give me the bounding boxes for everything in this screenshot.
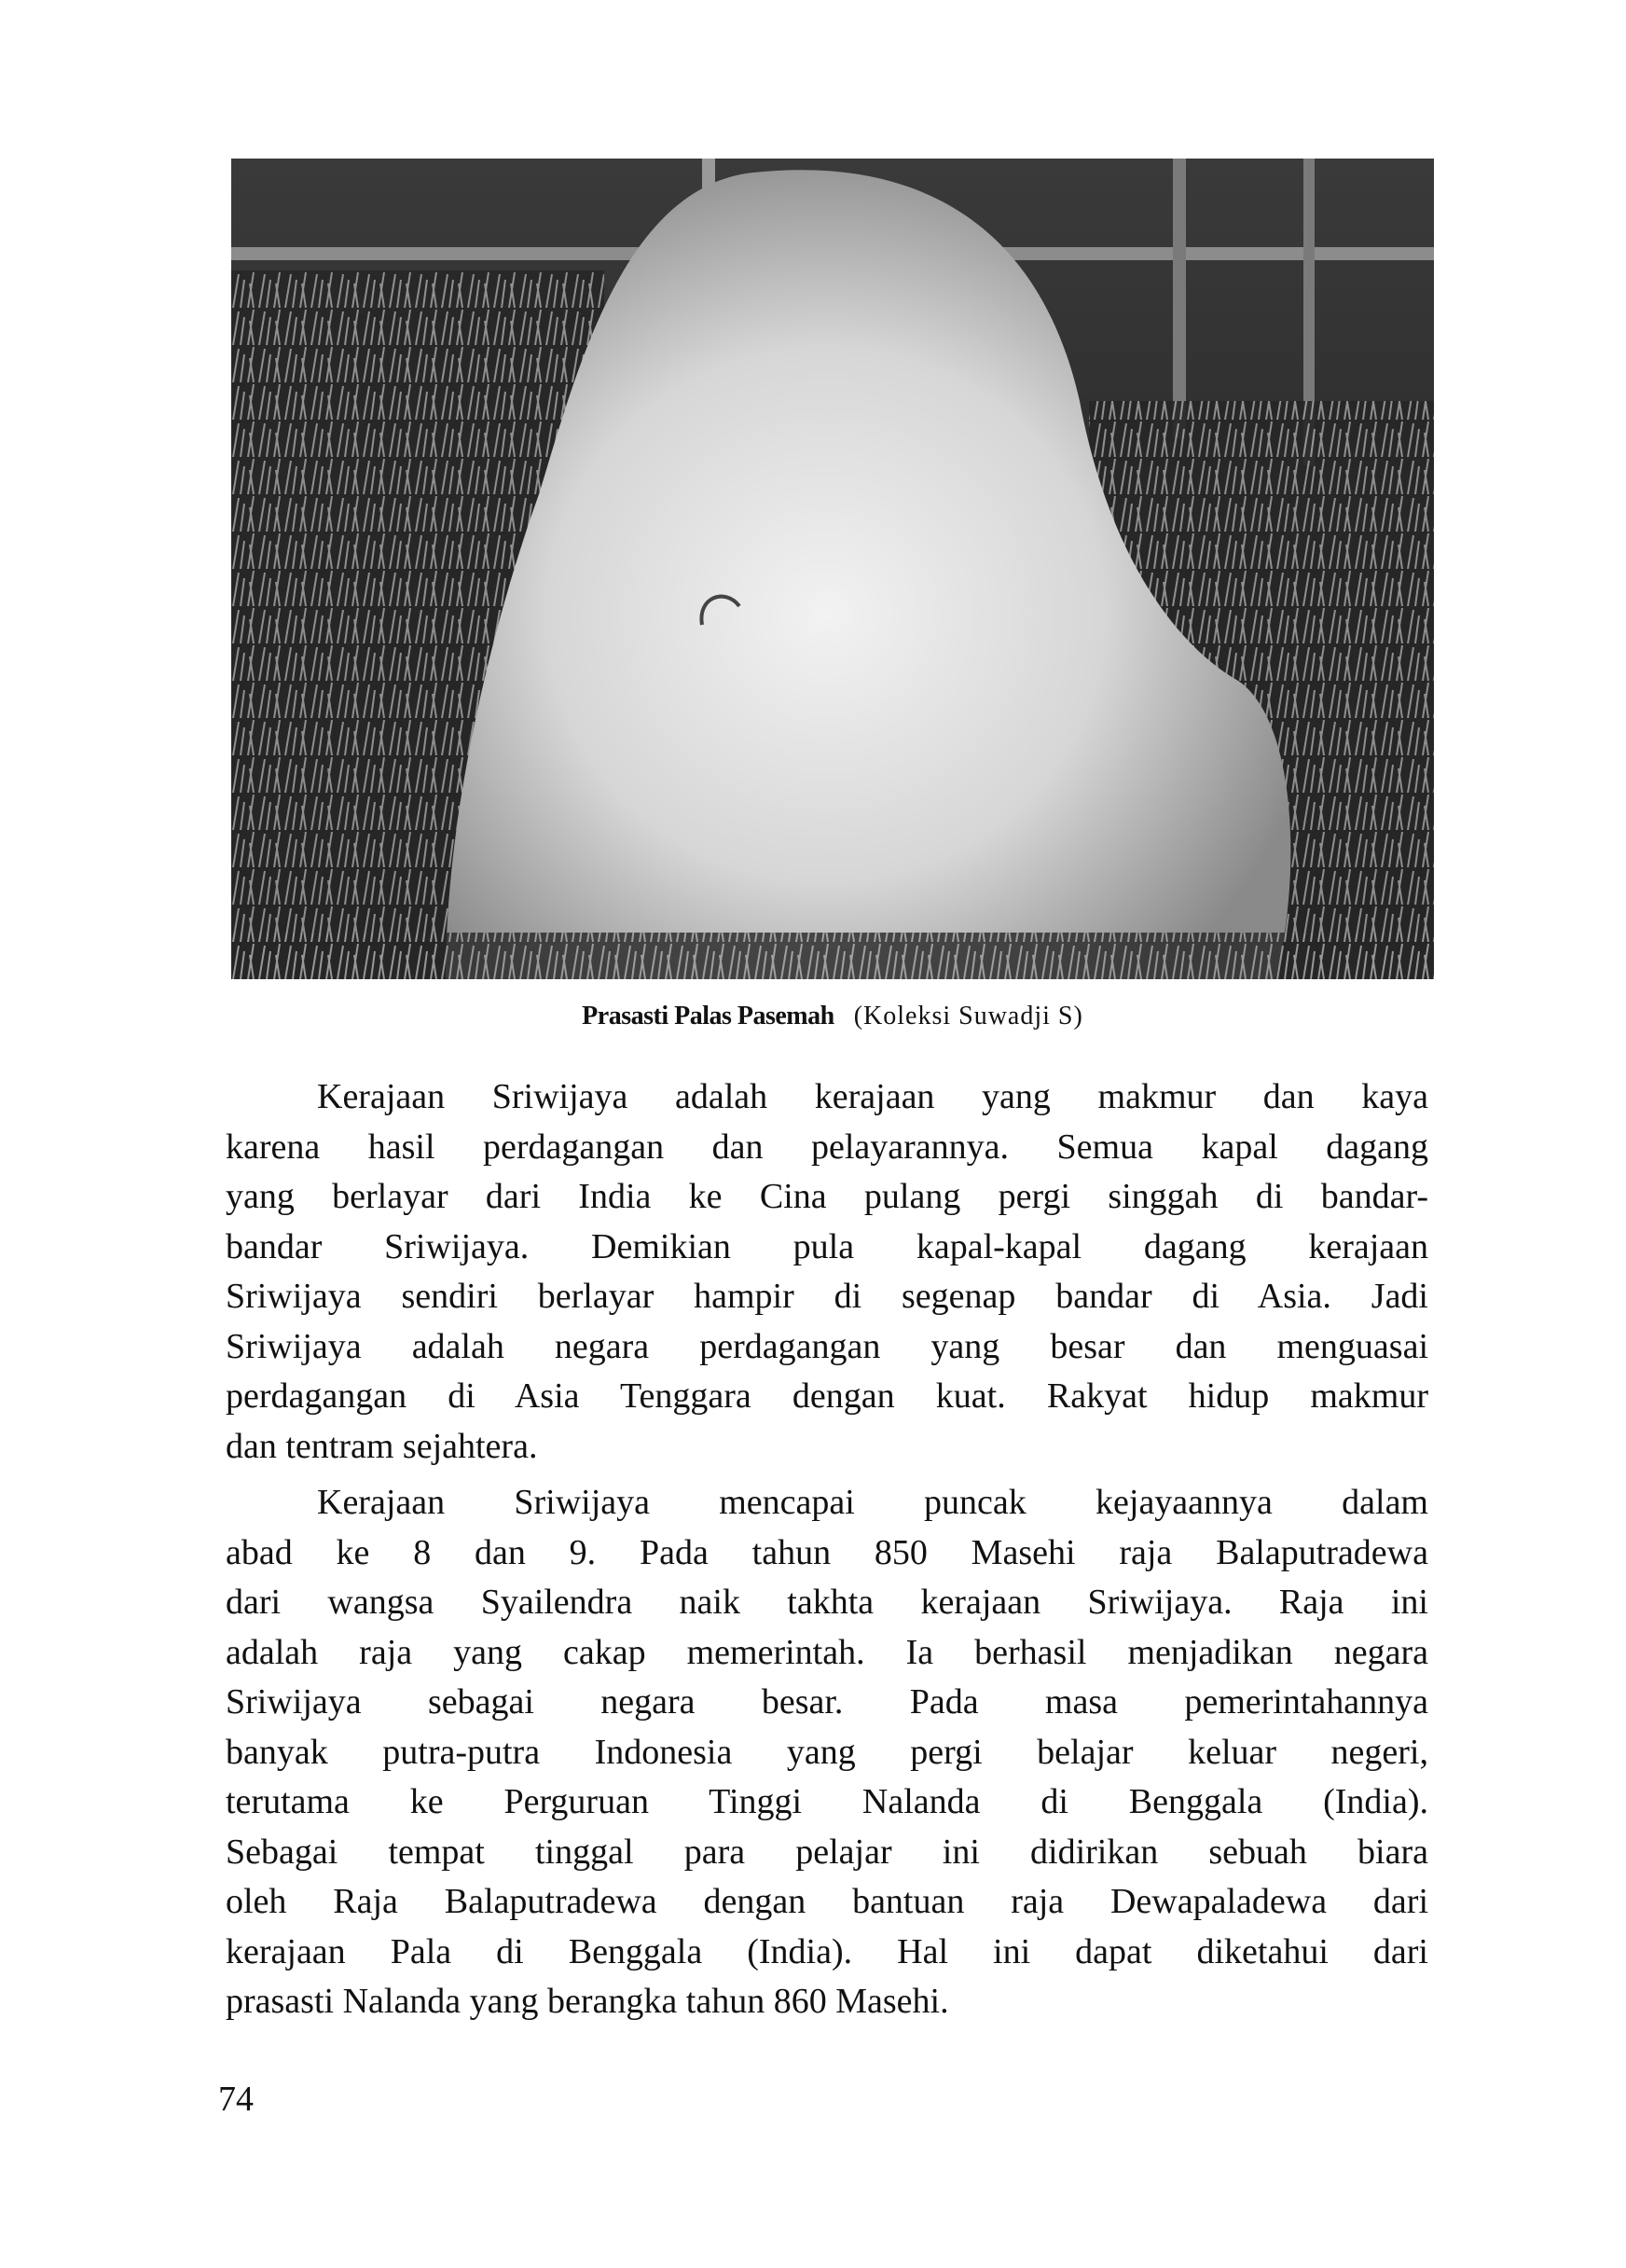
text-line: bandar Sriwijaya. Demikian pula kapal-kapal dagang kerajaan (226, 1226, 1428, 1266)
paragraph-2 (226, 1478, 1428, 2027)
text-line: Kerajaan Sriwijaya adalah kerajaan yang makmur dan kaya (317, 1077, 1428, 1116)
text-line: dari wangsa Syailendra naik takhta kerajaan Sriwijaya. Raja ini (226, 1583, 1428, 1622)
paragraph-1 (226, 1072, 1428, 1472)
page-number: 74 (218, 2080, 254, 2119)
text-line: kerajaan Pala di Benggala (India). Hal ini dapat diketahui dari (226, 1931, 1428, 1971)
fence-post (1173, 159, 1186, 438)
text-line: Kerajaan Sriwijaya mencapai puncak kejayaannya dalam (317, 1483, 1428, 1522)
text-line: oleh Raja Balaputradewa dengan bantuan raja Dewapaladewa dari (226, 1882, 1428, 1921)
inscription-stone-image (231, 159, 1434, 979)
caption-credit: (Koleksi Suwadji S) (853, 1002, 1083, 1030)
caption-name: Prasasti Palas Pasemah (582, 1002, 834, 1030)
text-line: Sriwijaya sebagai negara besar. Pada masa pemerintahannya (226, 1682, 1428, 1722)
text-line: abad ke 8 dan 9. Pada tahun 850 Masehi raja Balaputradewa (226, 1532, 1428, 1572)
text-line: dan tentram sejahtera. (226, 1426, 538, 1466)
figure-caption (231, 998, 1434, 1035)
text-line: Sebagai tempat tinggal para pelajar ini didirikan sebuah biara (226, 1832, 1428, 1872)
text-line: Sriwijaya sendiri berlayar hampir di segenap bandar di Asia. Jadi (226, 1277, 1428, 1316)
text-line: terutama ke Perguruan Tinggi Nalanda di Benggala (India). (226, 1782, 1428, 1821)
figure-photo (231, 159, 1434, 979)
text-line: Sriwijaya adalah negara perdagangan yang besar dan menguasai (226, 1326, 1428, 1366)
text-line: yang berlayar dari India ke Cina pulang pergi singgah di bandar- (226, 1177, 1428, 1216)
text-line: karena hasil perdagangan dan pelayarannya. Semua kapal dagang (226, 1127, 1428, 1167)
text-line: banyak putra-putra Indonesia yang pergi belajar keluar negeri, (226, 1732, 1428, 1772)
text-line: perdagangan di Asia Tenggara dengan kuat. Rakyat hidup makmur (226, 1376, 1428, 1416)
text-line: prasasti Nalanda yang berangka tahun 860 Masehi. (226, 1982, 949, 2021)
text-line: adalah raja yang cakap memerintah. Ia berhasil menjadikan negara (226, 1632, 1428, 1672)
